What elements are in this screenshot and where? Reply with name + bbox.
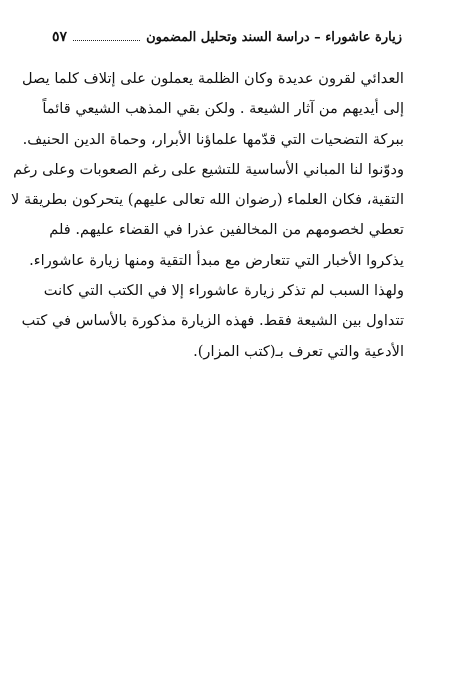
page-header — [52, 24, 402, 50]
page-number: ٥٧ — [52, 29, 68, 45]
text-line: ببركة التضحيات التي قدّمها علماؤنا الأبرار، وحماة الدين الحنيف. — [22, 130, 404, 148]
text-line: ولهذا السبب لم تذكر زيارة عاشوراء إلا في الكتب التي كانت — [43, 282, 404, 300]
text-line: ودوّنوا لنا المباني الأساسية للتشيع على رغم الصعوبات وعلى رغم — [13, 160, 404, 178]
text-line: التقية، فكان العلماء (رضوان الله تعالى عليهم) يتحركون بطريقة لا — [11, 191, 404, 209]
running-title: زيارة عاشوراء – دراسة السند وتحليل المضمون — [146, 29, 402, 45]
text-line: تعطي لخصومهم من المخالفين عذرا في القضاء عليهم. فلم — [49, 221, 404, 239]
dotted-leader — [73, 40, 140, 41]
text-line: يذكروا الأخبار التي تتعارض مع مبدأ التقية ومنها زيارة عاشوراء. — [29, 251, 404, 269]
text-line: إلى أيديهم من آثار الشيعة . ولكن بقي المذهب الشيعي قائماً — [42, 100, 404, 118]
text-line: العدائي لقرون عديدة وكان الظلمة يعملون على إتلاف كلما يصل — [21, 70, 404, 87]
body-paragraph — [11, 64, 404, 367]
text-line: الأدعية والتي تعرف بـ(كتب المزار). — [193, 342, 404, 360]
text-line: تتداول بين الشيعة فقط. فهذه الزيارة مذكورة بالأساس في كتب — [21, 312, 404, 330]
